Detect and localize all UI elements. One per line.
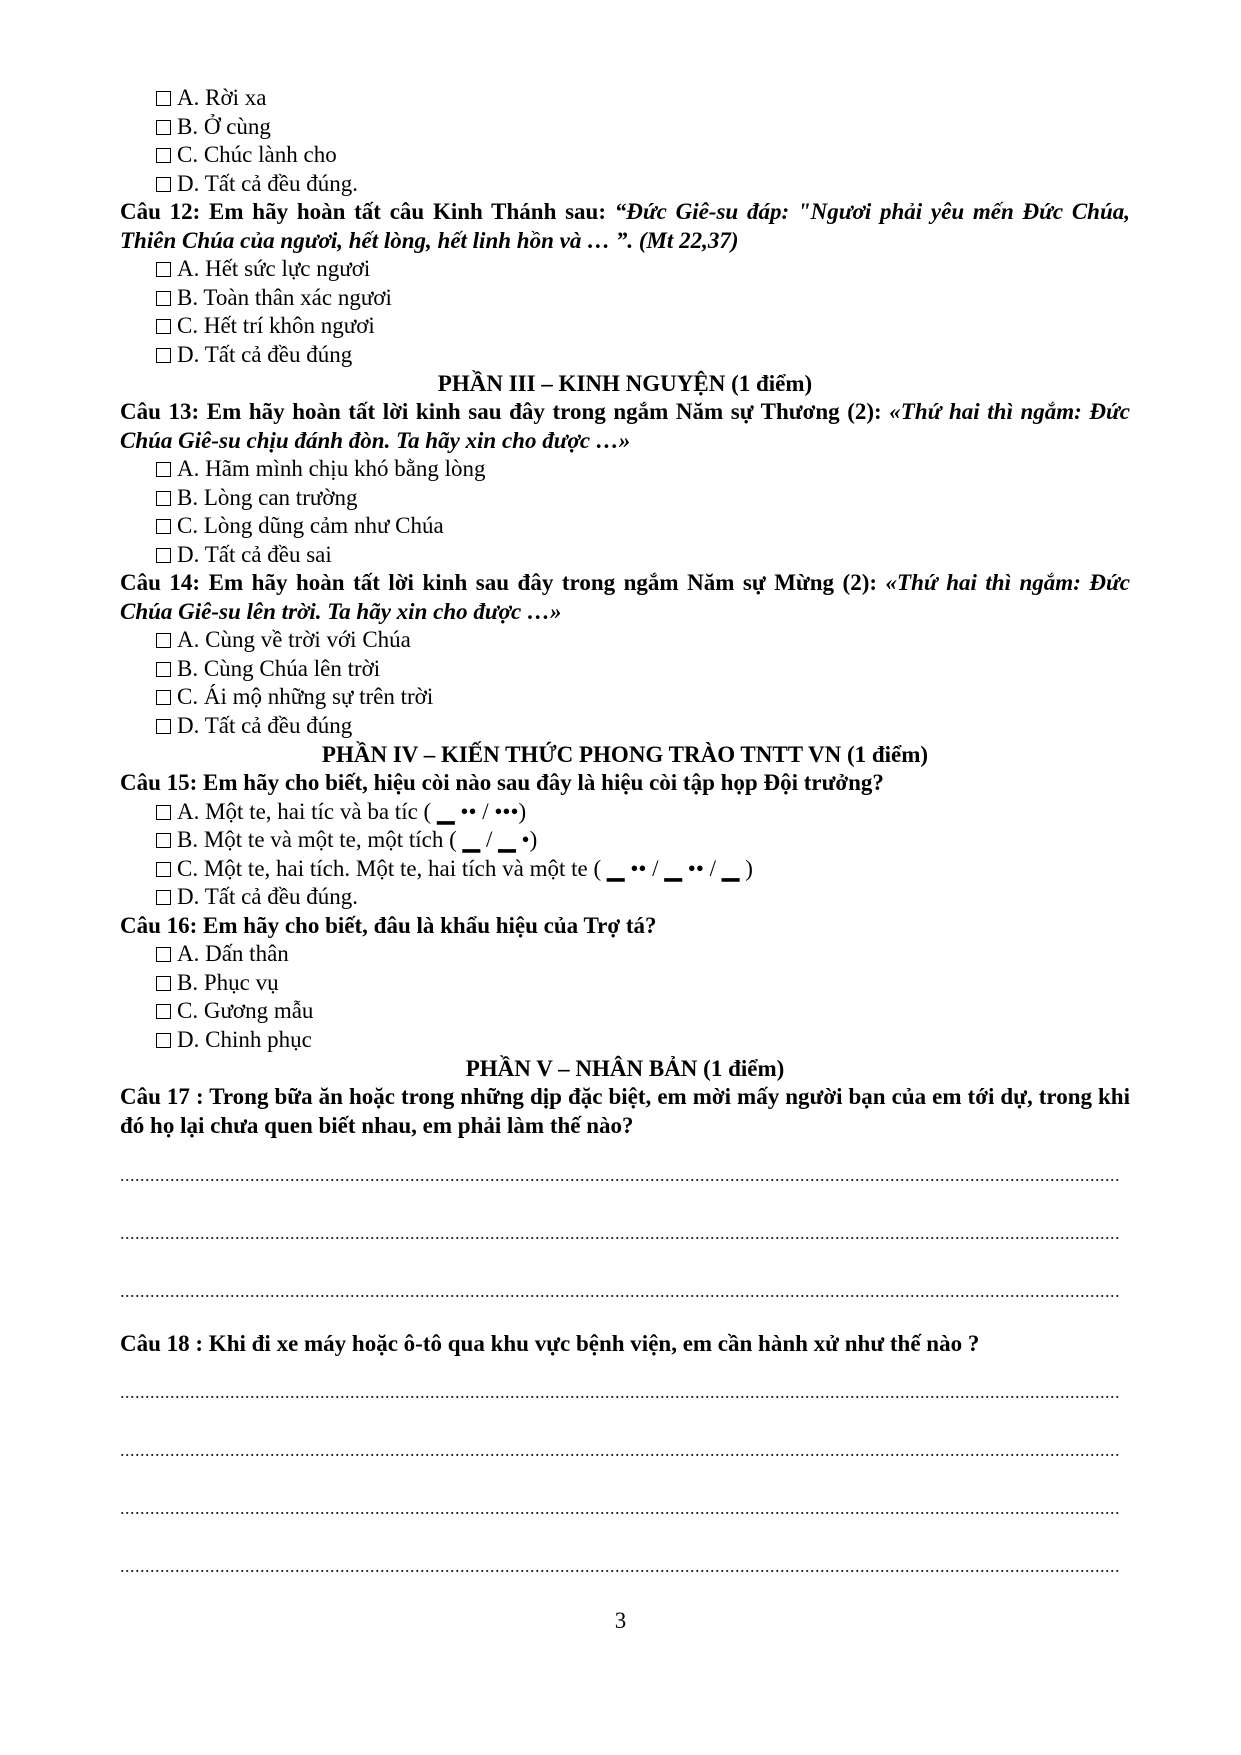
option-label: A. Rời xa (177, 85, 267, 110)
option-row[interactable] (120, 826, 1130, 855)
option-label: C. Chúc lành cho (177, 142, 337, 167)
option-row[interactable] (120, 940, 1130, 969)
answer-line[interactable] (120, 1282, 1120, 1300)
q16-options (120, 940, 1130, 1054)
page-content (120, 84, 1130, 1575)
option-label: C. Ái mộ những sự trên trời (177, 684, 434, 709)
option-label: C. Lòng dũng cảm như Chúa (177, 513, 444, 538)
checkbox[interactable] (156, 805, 171, 820)
option-row[interactable] (120, 683, 1130, 712)
question-quote: «Thứ hai thì ngắm: Đức Chúa Giê-su lên trời. Ta hãy xin cho được …» (120, 570, 1130, 624)
question-14 (120, 569, 1130, 626)
option-row[interactable] (120, 655, 1130, 684)
checkbox[interactable] (156, 319, 171, 334)
option-label: D. Chinh phục (177, 1026, 312, 1052)
question-prefix: Câu 14: Em hãy hoàn tất lời kinh sau đây trong ngắm Năm sự Mừng (2): (120, 570, 886, 595)
option-row[interactable] (120, 997, 1130, 1026)
option-label: A. Dấn thân (177, 941, 289, 966)
checkbox[interactable] (156, 662, 171, 677)
option-label: B. Ở cùng (177, 113, 271, 139)
section-heading-part-3: PHẦN III – KINH NGUYỆN (1 điểm) (437, 371, 813, 396)
checkbox[interactable] (156, 348, 171, 363)
option-row[interactable] (120, 84, 1130, 113)
checkbox[interactable] (156, 519, 171, 534)
checkbox[interactable] (156, 690, 171, 705)
option-label: B. Phục vụ (177, 969, 279, 995)
answer-line[interactable] (120, 1383, 1120, 1401)
option-row[interactable] (120, 969, 1130, 998)
question-prefix: Câu 13: Em hãy hoàn tất lời kinh sau đây trong ngắm Năm sự Thương (2): (120, 399, 890, 424)
option-label: C. Gương mẫu (177, 998, 314, 1023)
answer-line[interactable] (120, 1499, 1120, 1517)
option-label: B. Cùng Chúa lên trời (177, 655, 381, 681)
option-label: B. Một te và một te, một tích ( ▁ / ▁ •) (177, 827, 538, 852)
q14-options (120, 626, 1130, 740)
question-18: Câu 18 : Khi đi xe máy hoặc ô-tô qua khu vực bệnh viện, em cần hành xử như thế nào ? (120, 1331, 980, 1356)
checkbox[interactable] (156, 120, 171, 135)
section-heading-part-5: PHẦN V – NHÂN BẢN (1 điểm) (465, 1056, 785, 1081)
option-label: A. Một te, hai tíc và ba tíc ( ▁ •• / •••) (177, 798, 527, 824)
option-label: A. Hết sức lực ngươi (177, 256, 371, 281)
option-row[interactable] (120, 312, 1130, 341)
option-row[interactable] (120, 341, 1130, 370)
option-row[interactable] (120, 455, 1130, 484)
checkbox[interactable] (156, 633, 171, 648)
option-row[interactable] (120, 484, 1130, 513)
question-quote: “Đức Giê-su đáp: "Ngươi phải yêu mến Đức Chúa, Thiên Chúa của ngươi, hết lòng, hết linh hồn và … ”. (Mt 22,37) (120, 199, 1130, 253)
checkbox[interactable] (156, 1033, 171, 1048)
checkbox[interactable] (156, 262, 171, 277)
checkbox[interactable] (156, 177, 171, 192)
question-13 (120, 398, 1130, 455)
question-12 (120, 198, 1130, 255)
option-row[interactable] (120, 141, 1130, 170)
checkbox[interactable] (156, 862, 171, 877)
option-label: D. Tất cả đều sai (177, 541, 332, 567)
q17-answer-lines[interactable] (120, 1166, 1130, 1300)
option-label: D. Tất cả đều đúng (177, 712, 353, 738)
checkbox[interactable] (156, 976, 171, 991)
section-heading-part-4: PHẦN IV – KIẾN THỨC PHONG TRÀO TNTT VN (1 điểm) (321, 742, 929, 767)
option-label: D. Tất cả đều đúng. (177, 170, 358, 196)
checkbox[interactable] (156, 719, 171, 734)
answer-line[interactable] (120, 1557, 1120, 1575)
question-16: Câu 16: Em hãy cho biết, đâu là khẩu hiệu của Trợ tá? (120, 912, 657, 938)
option-label: C. Một te, hai tích. Một te, hai tích và một te ( ▁ •• / ▁ •• / ▁ ) (177, 855, 753, 881)
q18-answer-lines[interactable] (120, 1383, 1130, 1575)
page-number: 3 (614, 1608, 627, 1633)
q13-options (120, 455, 1130, 569)
checkbox[interactable] (156, 491, 171, 506)
option-row[interactable] (120, 855, 1130, 884)
option-row[interactable] (120, 883, 1130, 912)
option-label: D. Tất cả đều đúng (177, 341, 353, 367)
checkbox[interactable] (156, 91, 171, 106)
option-row[interactable] (120, 798, 1130, 827)
option-row[interactable] (120, 284, 1130, 313)
option-row[interactable] (120, 712, 1130, 741)
checkbox[interactable] (156, 148, 171, 163)
q15-options (120, 798, 1130, 912)
option-row[interactable] (120, 626, 1130, 655)
checkbox[interactable] (156, 1004, 171, 1019)
option-label: B. Toàn thân xác ngươi (177, 284, 392, 310)
option-label: D. Tất cả đều đúng. (177, 884, 358, 909)
checkbox[interactable] (156, 462, 171, 477)
option-row[interactable] (120, 1026, 1130, 1055)
answer-line[interactable] (120, 1224, 1120, 1242)
option-label: A. Cùng về trời với Chúa (177, 627, 411, 652)
option-row[interactable] (120, 255, 1130, 284)
question-quote: «Thứ hai thì ngắm: Đức Chúa Giê-su chịu đánh đòn. Ta hãy xin cho được …» (120, 399, 1130, 453)
q12-options (120, 255, 1130, 369)
option-row[interactable] (120, 512, 1130, 541)
question-prefix: Câu 12: Em hãy hoàn tất câu Kinh Thánh sau: (120, 199, 615, 224)
q11-options (120, 84, 1130, 198)
answer-line[interactable] (120, 1441, 1120, 1459)
option-label: B. Lòng can trường (177, 484, 358, 510)
question-17: Câu 17 : Trong bữa ăn hoặc trong những dịp đặc biệt, em mời mấy người bạn của em tới dự, trong khi đó họ lại chưa quen biết nhau, em phải làm thế nào? (120, 1084, 1130, 1138)
option-row[interactable] (120, 113, 1130, 142)
option-label: C. Hết trí khôn ngươi (177, 313, 375, 338)
option-label: A. Hãm mình chịu khó bằng lòng (177, 456, 486, 481)
answer-line[interactable] (120, 1166, 1120, 1184)
checkbox[interactable] (156, 890, 171, 905)
checkbox[interactable] (156, 947, 171, 962)
option-row[interactable] (120, 541, 1130, 570)
checkbox[interactable] (156, 548, 171, 563)
option-row[interactable] (120, 170, 1130, 199)
question-15: Câu 15: Em hãy cho biết, hiệu còi nào sau đây là hiệu còi tập họp Đội trưởng? (120, 770, 884, 795)
checkbox[interactable] (156, 833, 171, 848)
checkbox[interactable] (156, 291, 171, 306)
